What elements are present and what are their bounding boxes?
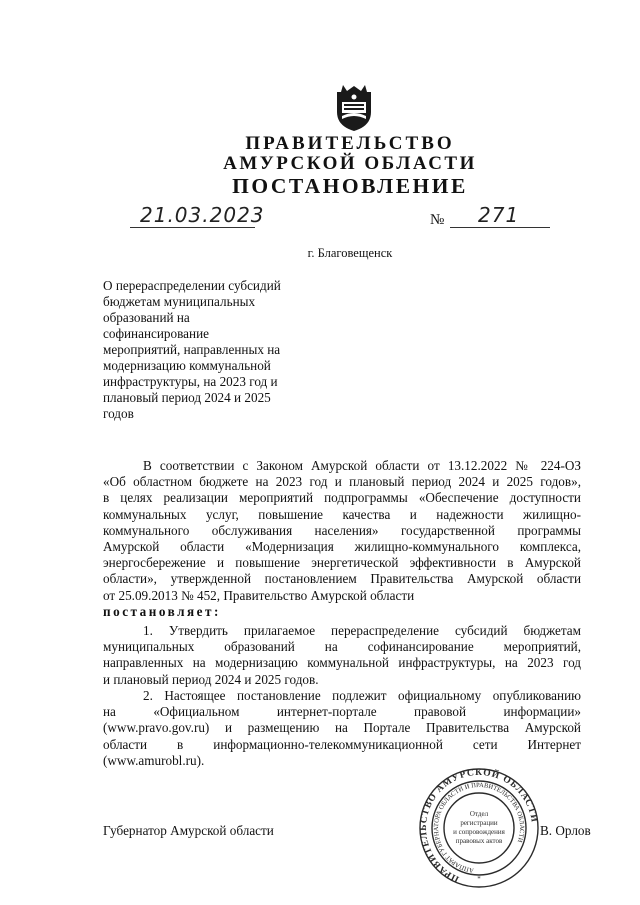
number-sign: № xyxy=(430,212,445,228)
item-2-line: (www.pravo.gov.ru) и размещению на Портале Правительства Амурской xyxy=(103,720,581,736)
preamble-line: коммунального обслуживания населения» государственной программы xyxy=(103,522,581,538)
signatory-position: Губернатор Амурской области xyxy=(103,823,274,838)
coat-of-arms-emblem-icon xyxy=(333,82,375,132)
official-stamp-icon xyxy=(403,768,555,894)
item-2-line: на «Официальном интернет-портале правовой информации» xyxy=(103,704,581,720)
stamp-center-line: правовых актов xyxy=(455,837,503,845)
item-2-line: области в информационно-телекоммуникационной сети Интернет xyxy=(103,736,581,752)
stamp-center-line: регистрации xyxy=(460,819,498,827)
subject-line: инфраструктуры, на 2023 год и xyxy=(103,374,278,389)
preamble-line: энергосбережение и повышение энергетической эффективности в Амурской xyxy=(103,555,581,571)
subject-line: бюджетам муниципальных xyxy=(103,294,256,309)
document-date: 21.03.2023 xyxy=(140,203,265,227)
signatory-name: В. Орлов xyxy=(540,823,591,838)
preamble-line: области», утвержденной постановлением Правительства Амурской области xyxy=(103,571,581,587)
preamble-paragraph xyxy=(103,458,581,620)
preamble-line: коммунальных услуг, повышение качества и надежности жилищно- xyxy=(103,506,581,522)
stamp-ring-text: АППАРАТ ГУБЕРНАТОРА ОБЛАСТИ И ПРАВИТЕЛЬСТВА ОБЛАСТИ xyxy=(433,781,526,874)
item-1-line: и плановый период 2024 и 2025 годов. xyxy=(103,671,319,687)
issue-city: г. Благовещенск xyxy=(307,246,393,260)
item-1-line: муниципальных образований на софинансирование мероприятий, xyxy=(103,639,581,655)
subject-line: годов xyxy=(103,406,134,421)
item-1-line: направленных на модернизацию коммунальной инфраструктуры, на 2023 год xyxy=(103,655,581,671)
preamble-line: в целях реализации мероприятий подпрограммы «Обеспечение доступности xyxy=(103,490,581,506)
subject-line: софинансирование xyxy=(103,326,209,341)
organization-name-line2: АМУРСКОЙ ОБЛАСТИ xyxy=(223,153,477,174)
item-1-paragraph xyxy=(103,623,581,688)
preamble-line: «Об областном бюджете на 2023 год и плановый период 2024 и 2025 годов», xyxy=(103,474,581,490)
preamble-line: от 25.09.2013 № 452, Правительство Амурской области xyxy=(103,587,415,603)
document-type-title: ПОСТАНОВЛЕНИЕ xyxy=(232,174,468,198)
subject-line: О перераспределении субсидий xyxy=(103,278,281,293)
date-underline xyxy=(130,227,255,228)
item-1-line: 1. Утвердить прилагаемое перераспределение субсидий бюджетам xyxy=(143,623,581,638)
subject-line: модернизацию коммунальной xyxy=(103,358,271,373)
preamble-line: Амурской области «Модернизация жилищно-коммунального комплекса, xyxy=(103,539,581,555)
document-subject xyxy=(103,278,308,422)
item-2-paragraph xyxy=(103,688,581,769)
preamble-line: В соответствии с Законом Амурской области от 13.12.2022 № 224-ОЗ xyxy=(143,458,581,473)
subject-line: мероприятий, направленных на xyxy=(103,342,281,357)
stamp-center-line: и сопровождения xyxy=(453,828,505,836)
organization-name-line1: ПРАВИТЕЛЬСТВО xyxy=(245,133,455,154)
subject-line: плановый период 2024 и 2025 xyxy=(103,390,271,405)
stamp-outer-text: ПРАВИТЕЛЬСТВО АМУРСКОЙ ОБЛАСТИ xyxy=(419,768,539,884)
document-number: 271 xyxy=(478,203,520,227)
decree-word: постановляет: xyxy=(103,603,221,619)
number-underline xyxy=(450,227,550,228)
item-2-line: (www.amurobl.ru). xyxy=(103,752,205,768)
stamp-center-line: Отдел xyxy=(469,810,489,818)
item-2-line: 2. Настоящее постановление подлежит официальному опубликованию xyxy=(143,688,581,703)
stamp-star-icon: * xyxy=(477,875,481,883)
subject-line: образований на xyxy=(103,310,190,325)
